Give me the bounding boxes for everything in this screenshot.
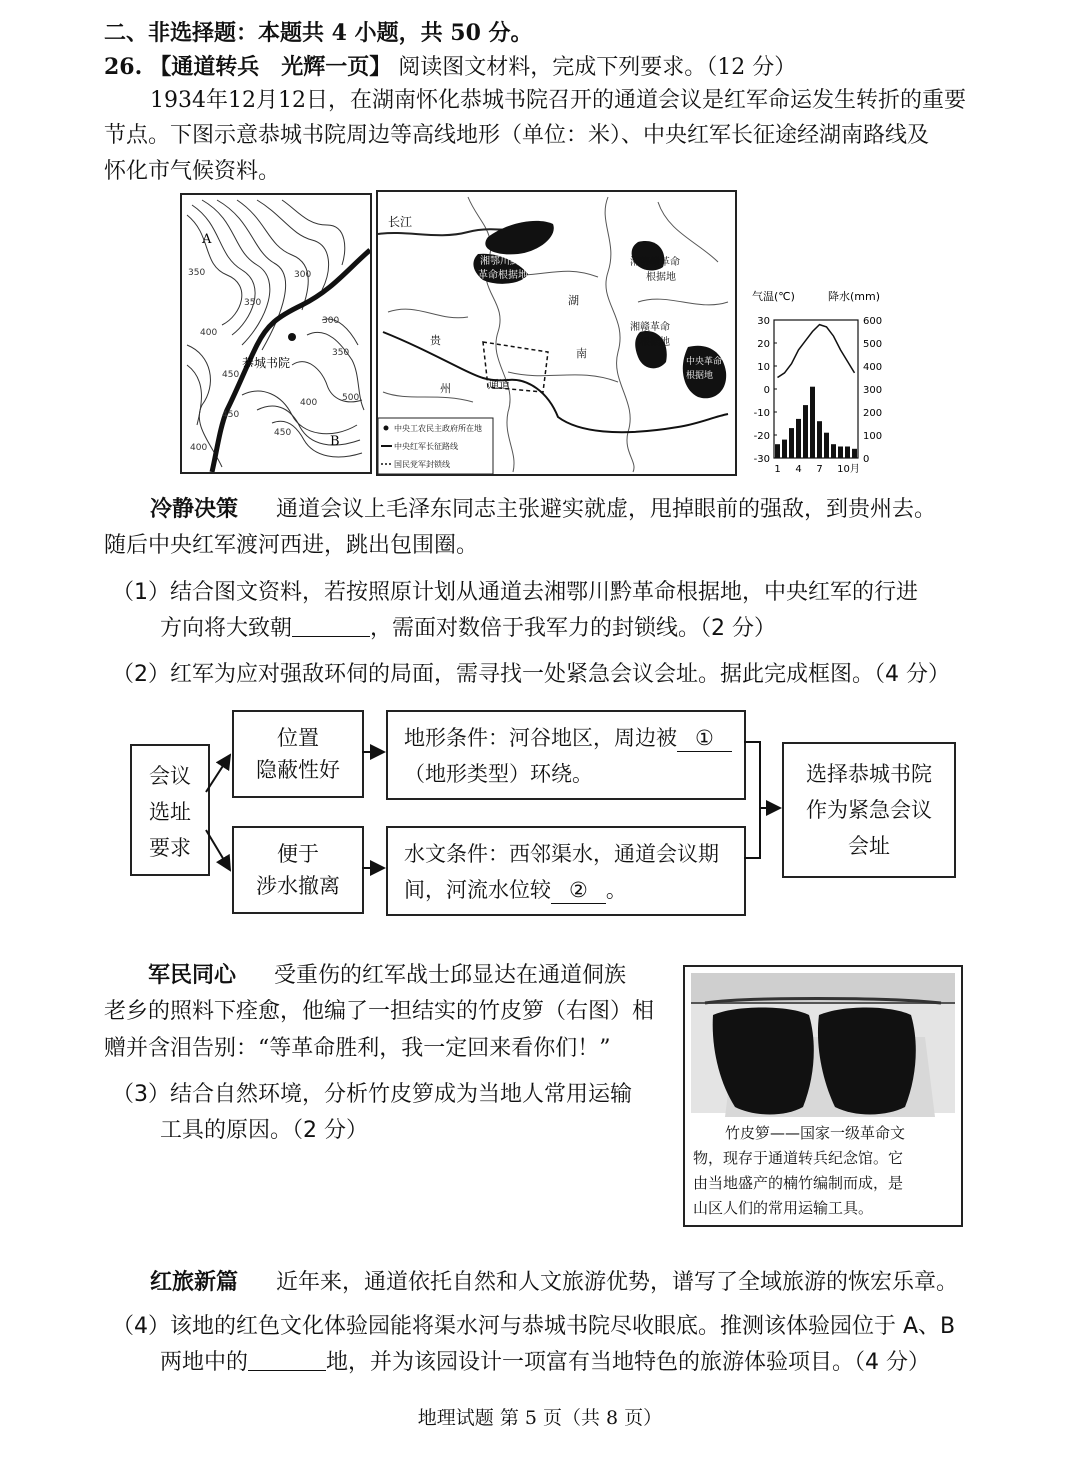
- contour-map-svg: [182, 195, 370, 472]
- flow-req-line: 会议: [149, 764, 191, 788]
- temp-tick-label: -30: [753, 454, 770, 465]
- page-footer: 地理试题 第 5 页（共 8 页）: [417, 1407, 663, 1429]
- section1-paragraph: [150, 494, 936, 525]
- river-line: [212, 250, 370, 472]
- contour-label: 350: [244, 298, 262, 308]
- temperature-line: [778, 325, 855, 378]
- temp-tick-label: -10: [753, 408, 770, 419]
- legend-item: 中央红军长征路线: [394, 442, 458, 451]
- q1-text-b: ，需面对数倍于我军力的封锁线。（2 分）: [370, 616, 777, 641]
- contour-label: 350: [188, 268, 206, 278]
- flow-result-line: 作为紧急会议: [806, 798, 932, 822]
- precip-tick-label: 600: [863, 316, 883, 327]
- section1-line: 通道会议上毛泽东同志主张避实就虚，甩掉眼前的强敌，到贵州去。: [276, 497, 937, 522]
- point-a-label: A: [202, 232, 212, 247]
- q4-line: （4）该地的红色文化体验园能将渠水河与恭城书院尽收眼底。推测该体验园位于 A、B: [112, 1314, 956, 1339]
- precip-tick-label: 500: [863, 339, 883, 350]
- precip-tick-label: 200: [863, 408, 883, 419]
- flow-pos-line: 位置: [277, 726, 319, 750]
- precip-axis-title: 降水(mm): [828, 290, 881, 303]
- precip-bar: [789, 428, 794, 458]
- terrain-blank[interactable]: ①: [677, 725, 732, 752]
- x-tick-label: 10月: [837, 464, 860, 475]
- guizhou-label-2: 州: [440, 382, 451, 395]
- section3-line: 近年来，通道依托自然和人文旅游优势，谱写了全域旅游的恢宏乐章。: [276, 1270, 959, 1295]
- climate-chart: [738, 286, 898, 476]
- contour-label: 400: [200, 328, 218, 338]
- yangtze-label: 长江: [388, 215, 413, 229]
- x-tick-label: 4: [795, 464, 802, 475]
- x-tick-label: 7: [816, 464, 823, 475]
- base3-label: 湘赣革命: [630, 322, 670, 333]
- precip-bar: [782, 440, 787, 458]
- intro-line: 节点。下图示意恭城书院周边等高线地形（单位：米）、中央红军长征途经湖南路线及: [104, 123, 930, 148]
- contour-label: 450: [222, 370, 240, 380]
- q1-text-a: 方向将大致朝: [160, 616, 293, 641]
- intro-line: 怀化市气候资料。: [104, 159, 281, 184]
- march-route: [383, 332, 728, 432]
- q1-answer-blank[interactable]: [292, 616, 370, 637]
- temp-tick-label: 30: [757, 316, 770, 327]
- base4b-label: 根据地: [686, 371, 714, 381]
- section-title: 二、非选择题：本题共 4 小题，共 50 分。: [104, 20, 533, 46]
- q2-line: （2）红军为应对强敌环伺的局面，需寻找一处紧急会议会址。据此完成框图。（4 分）: [112, 662, 950, 687]
- photo-caption: 竹皮箩——国家一级革命文: [725, 1124, 906, 1142]
- contour-label: 300: [322, 316, 340, 326]
- section2-line: 受重伤的红军战士邱显达在通道侗族: [274, 963, 627, 988]
- section2-line: 赠并含泪告别：“等革命胜利，我一定回来看你们！”: [104, 1036, 611, 1061]
- question-title: 【通道转兵 光辉一页】: [149, 54, 392, 80]
- hydro-text: 水文条件：西邻渠水，通道会议期: [404, 842, 719, 866]
- temp-tick-label: -20: [753, 431, 770, 442]
- flow-req-line: 要求: [149, 836, 191, 860]
- q3-line: （3）结合自然环境，分析竹皮箩成为当地人常用运输: [112, 1082, 632, 1107]
- question-number: 26.: [104, 54, 143, 80]
- hydro-blank[interactable]: ②: [551, 877, 606, 904]
- flow-pos-line: 隐蔽性好: [256, 758, 340, 782]
- photo-caption: 山区人们的常用运输工具。: [693, 1199, 874, 1217]
- basket-photo: [685, 967, 961, 1119]
- hydro-end: 。: [605, 878, 627, 902]
- precip-bar: [831, 444, 836, 458]
- base1-label: 湘鄂川黔: [480, 256, 520, 267]
- precip-tick-label: 300: [863, 385, 883, 396]
- precip-bar: [817, 421, 822, 458]
- temp-tick-label: 0: [763, 385, 770, 396]
- precip-tick-label: 0: [863, 454, 870, 465]
- tongdao-label: 通道: [488, 378, 510, 391]
- legend-item: 国民党军封锁线: [394, 460, 450, 469]
- chart-frame: [774, 320, 858, 458]
- flow-move-line: 涉水撤离: [256, 874, 340, 898]
- school-marker: [288, 333, 296, 341]
- contour-label: 500: [342, 393, 360, 403]
- temp-tick-label: 10: [757, 362, 770, 373]
- basket-right: [818, 1008, 916, 1115]
- base3b-label: 根据地: [640, 337, 670, 348]
- contour-label: 450: [222, 410, 240, 420]
- precip-bar: [810, 387, 815, 458]
- flow-result-line: 会址: [848, 834, 890, 858]
- flow-result-box: [782, 742, 956, 878]
- precip-bar: [852, 449, 857, 458]
- temp-tick-label: 20: [757, 339, 770, 350]
- precip-bar: [796, 419, 801, 458]
- contour-label: 350: [332, 348, 350, 358]
- section3-paragraph: [150, 1267, 958, 1298]
- flow-req-line: 选址: [149, 800, 191, 824]
- precip-bar: [845, 447, 850, 459]
- precip-bar: [824, 433, 829, 458]
- route-map: [376, 190, 737, 476]
- q3-line: 工具的原因。（2 分）: [160, 1118, 368, 1143]
- contour-label: 400: [300, 398, 318, 408]
- intro-line: 1934年12月12日，在湖南怀化恭城书院召开的通道会议是红军命运发生转折的重要: [150, 88, 966, 113]
- q4-text-b: 地，并为该园设计一项富有当地特色的旅游体验项目。（4 分）: [326, 1350, 931, 1375]
- section2-paragraph: [148, 960, 626, 991]
- question-header: [104, 52, 796, 83]
- photo-caption: 由当地盛产的楠竹编制而成，是: [693, 1174, 904, 1192]
- precip-bar: [775, 444, 780, 458]
- precip-tick-label: 400: [863, 362, 883, 373]
- flow-result-line: 选择恭城书院: [806, 762, 932, 786]
- section1-line: 随后中央红军渡河西进，跳出包围圈。: [104, 533, 479, 558]
- hunan-label-2: 南: [576, 347, 587, 360]
- base2-label: 湘鄂赣革命: [630, 257, 680, 268]
- terrain-text-b: （地形类型）环绕。: [404, 762, 593, 786]
- precip-bar: [803, 405, 808, 458]
- base2b-label: 根据地: [646, 272, 676, 283]
- temp-axis-title: 气温(℃): [752, 290, 795, 303]
- guizhou-label-1: 贵: [430, 334, 441, 347]
- terrain-text: 地形条件：河谷地区，周边被: [404, 726, 677, 750]
- point-b-label: B: [330, 434, 340, 449]
- flow-arrows: [200, 700, 800, 930]
- school-label: 恭城书院: [242, 356, 291, 370]
- flow-requirement-box: [130, 744, 210, 876]
- q4-answer-blank[interactable]: [248, 1350, 326, 1371]
- section2-head: 军民同心: [148, 962, 237, 988]
- q4-text-a: 两地中的: [160, 1350, 249, 1375]
- flow-move-line: 便于: [277, 842, 319, 866]
- base1b-label: 革命根据地: [478, 270, 528, 281]
- contour-map: [180, 193, 372, 474]
- hunan-label-1: 湖: [568, 294, 579, 307]
- contour-label: 450: [274, 428, 292, 438]
- q4-line2: [160, 1348, 930, 1378]
- question-instruction: 阅读图文材料，完成下列要求。（12 分）: [398, 55, 797, 80]
- base4-label: 中央革命: [686, 357, 723, 367]
- section1-head: 冷静决策: [150, 496, 239, 522]
- q1-line: （1）结合图文资料，若按照原计划从通道去湘鄂川黔革命根据地，中央红军的行进: [112, 580, 918, 605]
- section3-head: 红旅新篇: [150, 1269, 239, 1295]
- section2-line: 老乡的照料下痊愈，他编了一担结实的竹皮箩（右图）相: [104, 999, 655, 1024]
- route-map-svg: [378, 192, 735, 474]
- hydro-text-b: 间，河流水位较: [404, 878, 551, 902]
- precip-bar: [838, 447, 843, 459]
- precip-tick-label: 100: [863, 431, 883, 442]
- contour-label: 400: [190, 443, 208, 453]
- contour-label: 300: [294, 270, 312, 280]
- basket-photo-box: [683, 965, 963, 1227]
- legend-item: 中央工农民主政府所在地: [394, 424, 482, 433]
- q1-line2: [160, 614, 776, 644]
- photo-caption: 物，现存于通道转兵纪念馆。它: [693, 1149, 904, 1167]
- x-tick-label: 1: [774, 464, 781, 475]
